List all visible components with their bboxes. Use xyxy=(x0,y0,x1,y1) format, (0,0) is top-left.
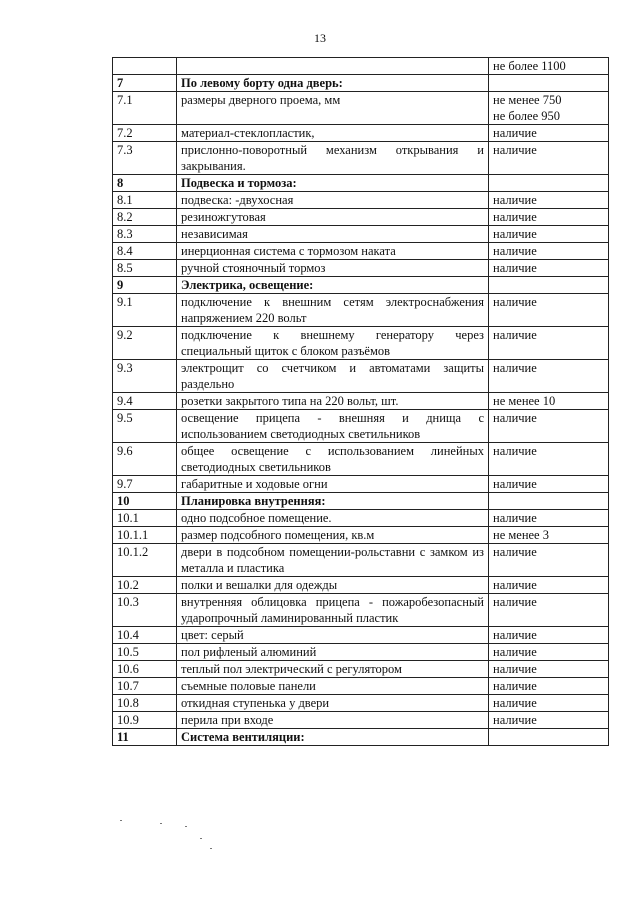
table-row xyxy=(113,243,609,260)
item-description: перила при входе xyxy=(177,712,489,729)
table-row xyxy=(113,209,609,226)
table-row xyxy=(113,527,609,544)
item-description: съемные половые панели xyxy=(177,678,489,695)
item-number: 10.1 xyxy=(113,510,177,527)
section-header-row xyxy=(113,75,609,92)
table-row xyxy=(113,695,609,712)
item-number: 7 xyxy=(113,75,177,92)
item-number: 10.3 xyxy=(113,594,177,627)
item-value: наличие xyxy=(489,327,609,360)
item-number: 8.2 xyxy=(113,209,177,226)
item-number: 10.7 xyxy=(113,678,177,695)
item-value xyxy=(489,75,609,92)
table-row xyxy=(113,510,609,527)
item-description: общее освещение с использованием линейных светодиодных светильников xyxy=(177,443,489,476)
item-value: наличие xyxy=(489,577,609,594)
item-number: 10.1.2 xyxy=(113,544,177,577)
item-value xyxy=(489,493,609,510)
table-row xyxy=(113,577,609,594)
item-value: наличие xyxy=(489,410,609,443)
item-description: полки и вешалки для одежды xyxy=(177,577,489,594)
item-number: 7.2 xyxy=(113,125,177,142)
item-number: 10 xyxy=(113,493,177,510)
section-header-row xyxy=(113,493,609,510)
item-number: 8.1 xyxy=(113,192,177,209)
page-number: 13 xyxy=(314,31,326,45)
table-row xyxy=(113,260,609,277)
table-row xyxy=(113,393,609,410)
item-number: 10.4 xyxy=(113,627,177,644)
item-description: резиножгутовая xyxy=(177,209,489,226)
item-number: 9 xyxy=(113,277,177,294)
specification-table xyxy=(112,57,609,746)
table-row xyxy=(113,142,609,175)
item-description: освещение прицепа - внешняя и днища с использованием светодиодных светильников xyxy=(177,410,489,443)
table-row xyxy=(113,192,609,209)
item-number: 7.3 xyxy=(113,142,177,175)
item-value: не менее 10 xyxy=(489,393,609,410)
item-description: электрощит со счетчиком и автоматами защиты раздельно xyxy=(177,360,489,393)
item-number: 10.5 xyxy=(113,644,177,661)
item-value: наличие xyxy=(489,142,609,175)
item-number: 9.2 xyxy=(113,327,177,360)
item-number: 10.2 xyxy=(113,577,177,594)
item-description: внутренняя облицовка прицепа - пожаробезопасный ударопрочный ламинированный пластик xyxy=(177,594,489,627)
item-value xyxy=(489,729,609,746)
table-row xyxy=(113,594,609,627)
item-description: материал-стеклопластик, xyxy=(177,125,489,142)
item-value: наличие xyxy=(489,695,609,712)
item-value: наличие xyxy=(489,443,609,476)
item-value: наличие xyxy=(489,226,609,243)
table-row xyxy=(113,92,609,125)
item-description: ручной стояночный тормоз xyxy=(177,260,489,277)
item-value: наличие xyxy=(489,294,609,327)
item-number: 10.1.1 xyxy=(113,527,177,544)
item-description: габаритные и ходовые огни xyxy=(177,476,489,493)
table-row xyxy=(113,125,609,142)
item-value: наличие xyxy=(489,510,609,527)
table-row xyxy=(113,443,609,476)
item-description: Электрика, освещение: xyxy=(177,277,489,294)
item-description: одно подсобное помещение. xyxy=(177,510,489,527)
item-value: наличие xyxy=(489,644,609,661)
scan-speck xyxy=(120,820,122,821)
item-description xyxy=(177,58,489,75)
item-number: 9.4 xyxy=(113,393,177,410)
table-row xyxy=(113,58,609,75)
item-value: наличие xyxy=(489,678,609,695)
item-number: 10.6 xyxy=(113,661,177,678)
item-value: наличие xyxy=(489,260,609,277)
item-value: наличие xyxy=(489,712,609,729)
item-number: 8.3 xyxy=(113,226,177,243)
item-value xyxy=(489,277,609,294)
item-description: размеры дверного проема, мм xyxy=(177,92,489,125)
table-row xyxy=(113,327,609,360)
scan-speck xyxy=(200,838,202,839)
item-description: По левому борту одна дверь: xyxy=(177,75,489,92)
item-description: пол рифленый алюминий xyxy=(177,644,489,661)
item-number: 9.7 xyxy=(113,476,177,493)
table-row xyxy=(113,661,609,678)
item-number: 8 xyxy=(113,175,177,192)
item-number xyxy=(113,58,177,75)
section-header-row xyxy=(113,175,609,192)
item-number: 10.9 xyxy=(113,712,177,729)
item-value: не менее 3 xyxy=(489,527,609,544)
item-number: 9.3 xyxy=(113,360,177,393)
item-description: прислонно-поворотный механизм открывания и закрывания. xyxy=(177,142,489,175)
item-value: наличие xyxy=(489,544,609,577)
table-row xyxy=(113,544,609,577)
item-description: размер подсобного помещения, кв.м xyxy=(177,527,489,544)
table-row xyxy=(113,712,609,729)
item-description: инерционная система с тормозом наката xyxy=(177,243,489,260)
item-number: 7.1 xyxy=(113,92,177,125)
item-description: Система вентиляции: xyxy=(177,729,489,746)
table-row xyxy=(113,360,609,393)
item-description: теплый пол электрический с регулятором xyxy=(177,661,489,678)
table-row xyxy=(113,678,609,695)
item-value: наличие xyxy=(489,209,609,226)
item-description: Подвеска и тормоза: xyxy=(177,175,489,192)
section-header-row xyxy=(113,729,609,746)
item-description: подключение к внешнему генератору через специальный щиток с блоком разъёмов xyxy=(177,327,489,360)
scan-speck xyxy=(210,848,212,849)
item-description: двери в подсобном помещении-рольставни с замком из металла и пластика xyxy=(177,544,489,577)
item-description: цвет: серый xyxy=(177,627,489,644)
specification-table-body xyxy=(113,58,609,746)
item-number: 8.5 xyxy=(113,260,177,277)
item-value: наличие xyxy=(489,627,609,644)
item-value: наличие xyxy=(489,192,609,209)
item-value xyxy=(489,175,609,192)
item-description: независимая xyxy=(177,226,489,243)
item-value: наличие xyxy=(489,125,609,142)
item-value: не более 1100 xyxy=(489,58,609,75)
item-number: 11 xyxy=(113,729,177,746)
item-number: 9.6 xyxy=(113,443,177,476)
item-value: наличие xyxy=(489,594,609,627)
item-description: откидная ступенька у двери xyxy=(177,695,489,712)
table-row xyxy=(113,476,609,493)
item-value: наличие xyxy=(489,476,609,493)
scan-speck xyxy=(160,823,162,824)
item-number: 10.8 xyxy=(113,695,177,712)
table-row xyxy=(113,627,609,644)
item-number: 9.5 xyxy=(113,410,177,443)
item-description: Планировка внутренняя: xyxy=(177,493,489,510)
item-value: наличие xyxy=(489,243,609,260)
item-value: не менее 750 не более 950 xyxy=(489,92,609,125)
item-value: наличие xyxy=(489,360,609,393)
item-description: розетки закрытого типа на 220 вольт, шт. xyxy=(177,393,489,410)
item-value: наличие xyxy=(489,661,609,678)
scan-speck xyxy=(185,826,187,827)
table-row xyxy=(113,410,609,443)
section-header-row xyxy=(113,277,609,294)
item-number: 9.1 xyxy=(113,294,177,327)
item-description: подключение к внешним сетям электроснабжения напряжением 220 вольт xyxy=(177,294,489,327)
item-description: подвеска: -двухосная xyxy=(177,192,489,209)
table-row xyxy=(113,644,609,661)
item-number: 8.4 xyxy=(113,243,177,260)
table-row xyxy=(113,226,609,243)
table-row xyxy=(113,294,609,327)
